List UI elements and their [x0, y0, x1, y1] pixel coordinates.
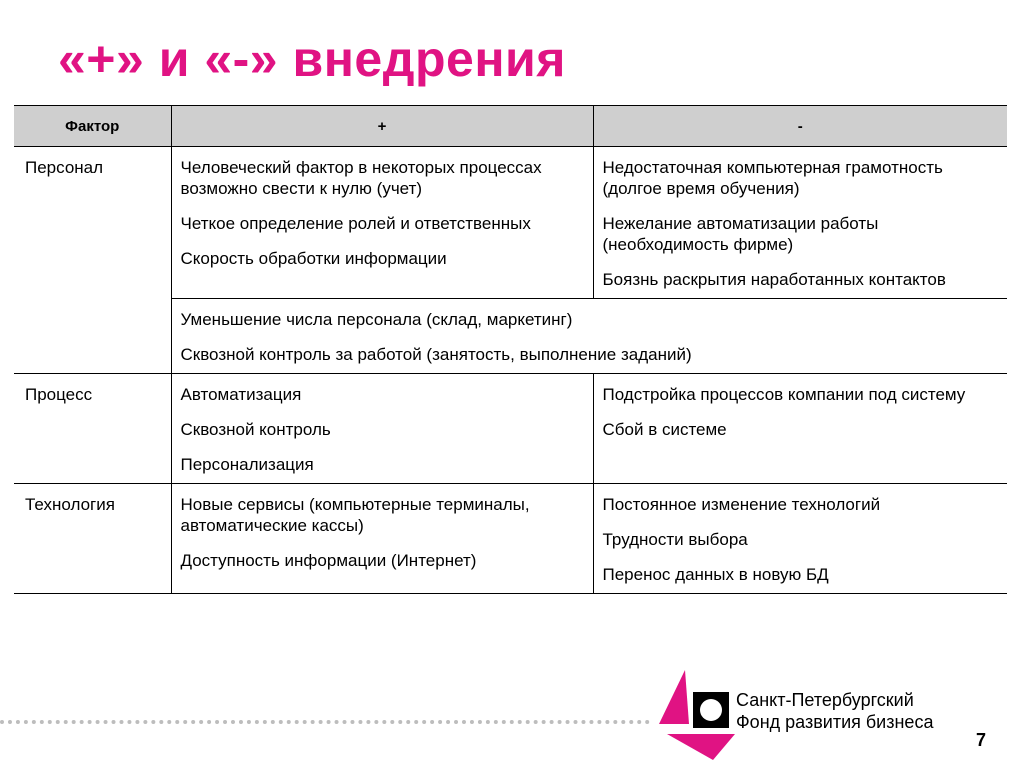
- minus-item: Сбой в системе: [602, 420, 727, 439]
- factor-cell-process: Процесс: [14, 374, 171, 484]
- logo-line-2: Фонд развития бизнеса: [736, 712, 934, 732]
- logo-triangle-bottom: [667, 734, 735, 760]
- header-factor: Фактор: [14, 106, 171, 147]
- logo-text: [736, 689, 933, 733]
- plus-cell-personal: [171, 147, 593, 299]
- plus-cell-process: [171, 374, 593, 484]
- plus-item: Автоматизация: [180, 385, 302, 404]
- minus-item: Боязнь раскрытия наработанных контактов: [602, 270, 946, 289]
- merged-cell-personal: [171, 299, 1007, 374]
- table-row-personal: [14, 147, 1007, 299]
- plus-item: Новые сервисы (компьютерные терминалы, автоматические кассы): [180, 495, 530, 535]
- logo-triangle-top: [659, 670, 689, 724]
- minus-item: Подстройка процессов компании под систему: [602, 385, 966, 404]
- header-plus: +: [171, 106, 593, 147]
- plus-item: Сквозной контроль: [180, 420, 331, 439]
- plus-item: Скорость обработки информации: [180, 249, 447, 268]
- page-number: 7: [976, 730, 987, 750]
- table-header-row: [14, 106, 1007, 147]
- minus-cell-process: [593, 374, 1007, 484]
- table-row-technology: [14, 484, 1007, 594]
- merged-item: Сквозной контроль за работой (занятость, выполнение заданий): [180, 345, 692, 364]
- logo-line-1: Санкт-Петербургский: [736, 690, 914, 710]
- factor-cell-technology: Технология: [14, 484, 171, 594]
- factors-table: [14, 105, 1007, 594]
- plus-cell-technology: [171, 484, 593, 594]
- factor-cell-personal: Персонал: [14, 147, 171, 374]
- plus-item: Четкое определение ролей и ответственных: [180, 214, 531, 233]
- plus-item: Доступность информации (Интернет): [180, 551, 477, 570]
- minus-item: Недостаточная компьютерная грамотность (долгое время обучения): [602, 158, 943, 198]
- minus-cell-technology: [593, 484, 1007, 594]
- logo-graphic: [655, 662, 737, 762]
- minus-cell-personal: [593, 147, 1007, 299]
- plus-item: Персонализация: [180, 455, 314, 474]
- plus-item: Человеческий фактор в некоторых процессах возможно свести к нулю (учет): [180, 158, 542, 198]
- minus-item: Перенос данных в новую БД: [602, 565, 829, 584]
- minus-item: Нежелание автоматизации работы (необходимость фирме): [602, 214, 879, 254]
- minus-item: Постоянное изменение технологий: [602, 495, 881, 514]
- header-minus: -: [593, 106, 1007, 147]
- slide-title: «+» и «-» внедрения: [58, 31, 566, 87]
- minus-item: Трудности выбора: [602, 530, 748, 549]
- table-row-process: [14, 374, 1007, 484]
- logo-circle: [700, 699, 722, 721]
- dotted-divider: [0, 720, 650, 724]
- merged-item: Уменьшение числа персонала (склад, маркетинг): [180, 310, 573, 329]
